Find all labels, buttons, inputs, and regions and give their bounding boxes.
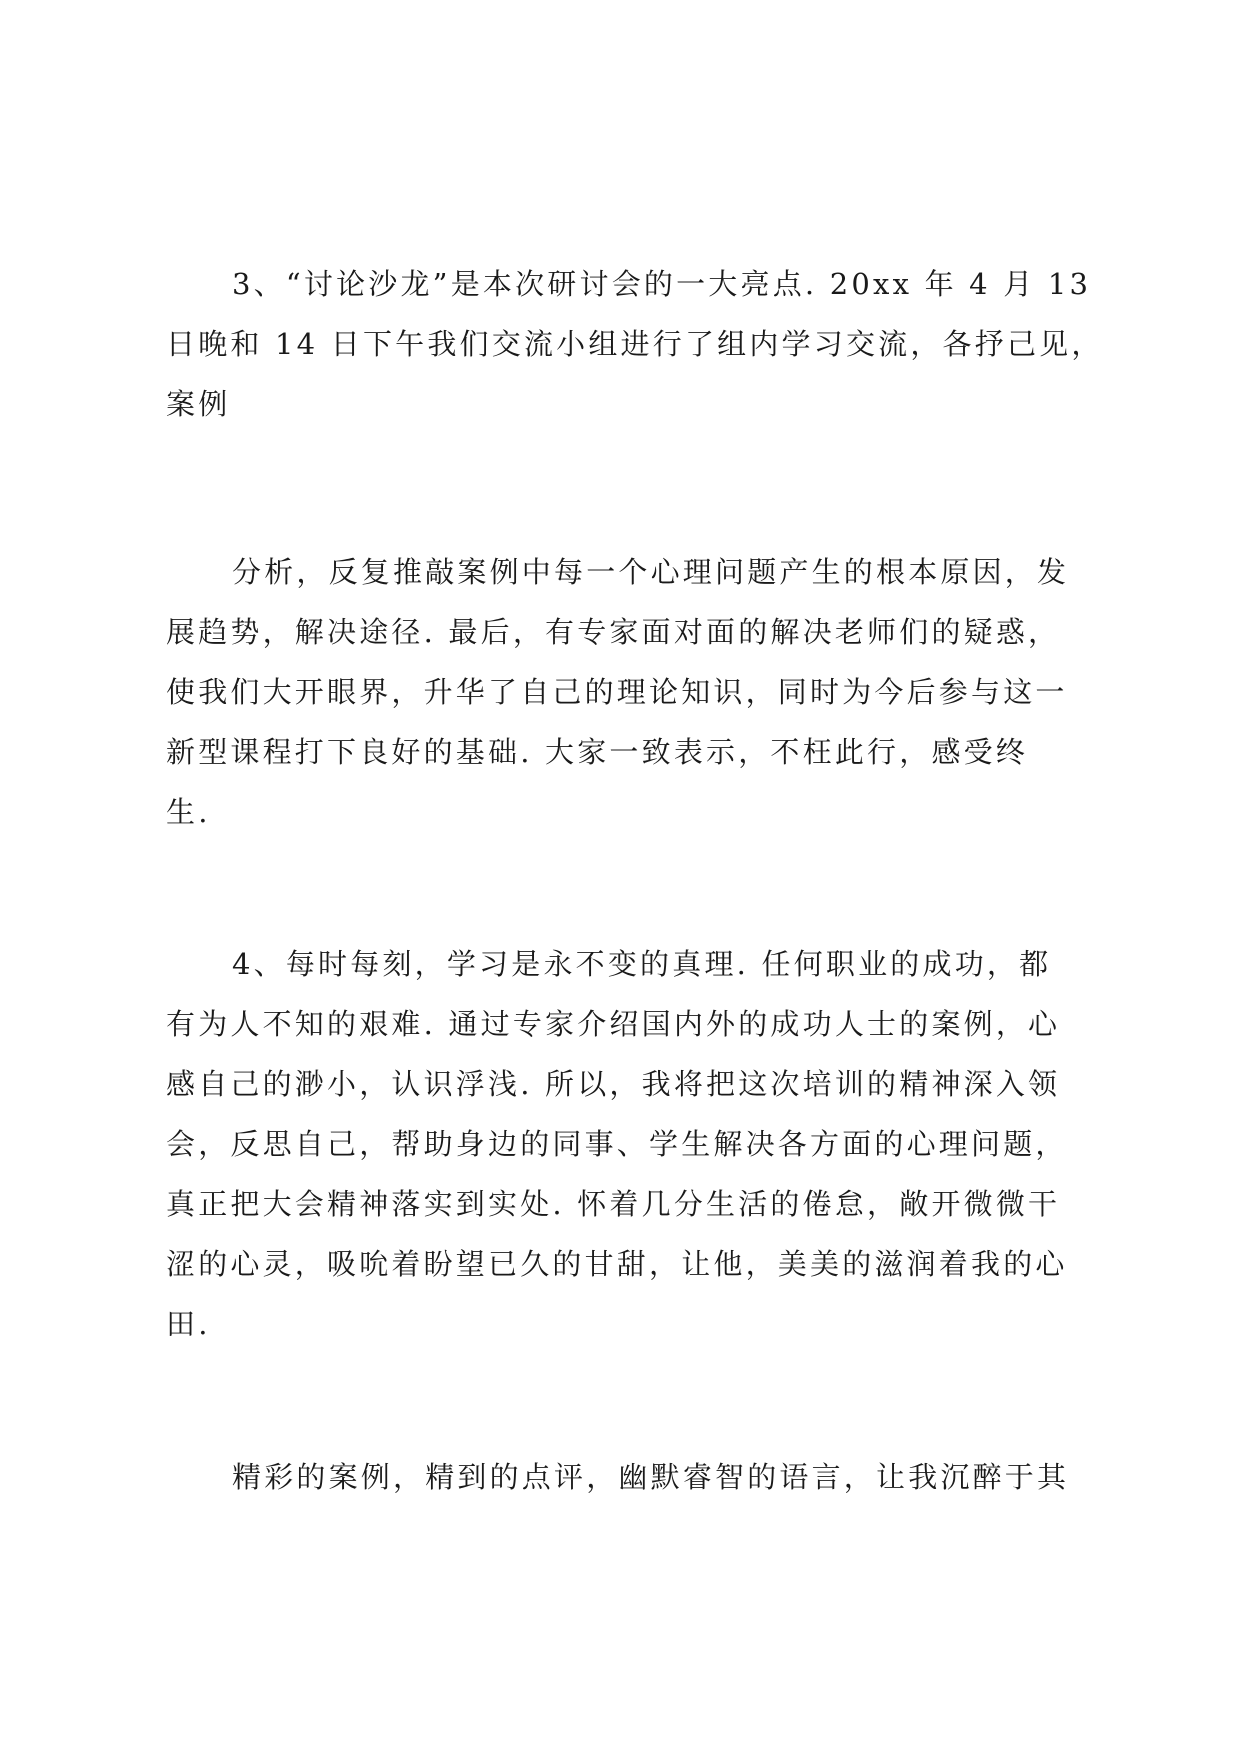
paragraph-line: 生.: [166, 795, 211, 829]
paragraph-line: 展趋势，解决途径. 最后，有专家面对面的解决老师们的疑惑，: [166, 615, 1061, 649]
paragraph-line: 有为人不知的艰难. 通过专家介绍国内外的成功人士的案例，心: [166, 1007, 1061, 1041]
paragraph-wonderful-cases: [166, 1447, 1106, 1507]
paragraph-line: 日晚和 14 日下午我们交流小组进行了组内学习交流，各抒己见，: [166, 327, 1104, 361]
paragraph-line: 使我们大开眼界，升华了自己的理论知识，同时为今后参与这一: [166, 675, 1068, 709]
paragraph-line: 感自己的渺小，认识浮浅. 所以，我将把这次培训的精神深入领: [166, 1067, 1061, 1101]
paragraph-discussion-salon: [166, 254, 1106, 434]
paragraph-line: 案例: [166, 387, 231, 421]
paragraph-line: 会，反思自己，帮助身边的同事、学生解决各方面的心理问题，: [166, 1127, 1068, 1161]
paragraph-line: 精彩的案例，精到的点评，幽默睿智的语言，让我沉醉于其: [232, 1460, 1070, 1494]
paragraph-case-analysis: [166, 542, 1106, 842]
paragraph-line: 新型课程打下良好的基础. 大家一致表示，不枉此行，感受终: [166, 735, 1029, 769]
paragraph-line: 4、每时每刻，学习是永不变的真理. 任何职业的成功，都: [232, 947, 1052, 981]
paragraph-line: 涩的心灵，吸吮着盼望已久的甘甜，让他，美美的滋润着我的心: [166, 1247, 1068, 1281]
paragraph-line: 3、“讨论沙龙”是本次研讨会的一大亮点. 20xx 年 4 月 13: [232, 267, 1092, 301]
paragraph-line: 真正把大会精神落实到实处. 怀着几分生活的倦怠，敞开微微干: [166, 1187, 1061, 1221]
paragraph-learning-truth: [166, 934, 1106, 1354]
paragraph-line: 分析，反复推敲案例中每一个心理问题产生的根本原因，发: [232, 555, 1070, 589]
paragraph-line: 田.: [166, 1307, 211, 1341]
